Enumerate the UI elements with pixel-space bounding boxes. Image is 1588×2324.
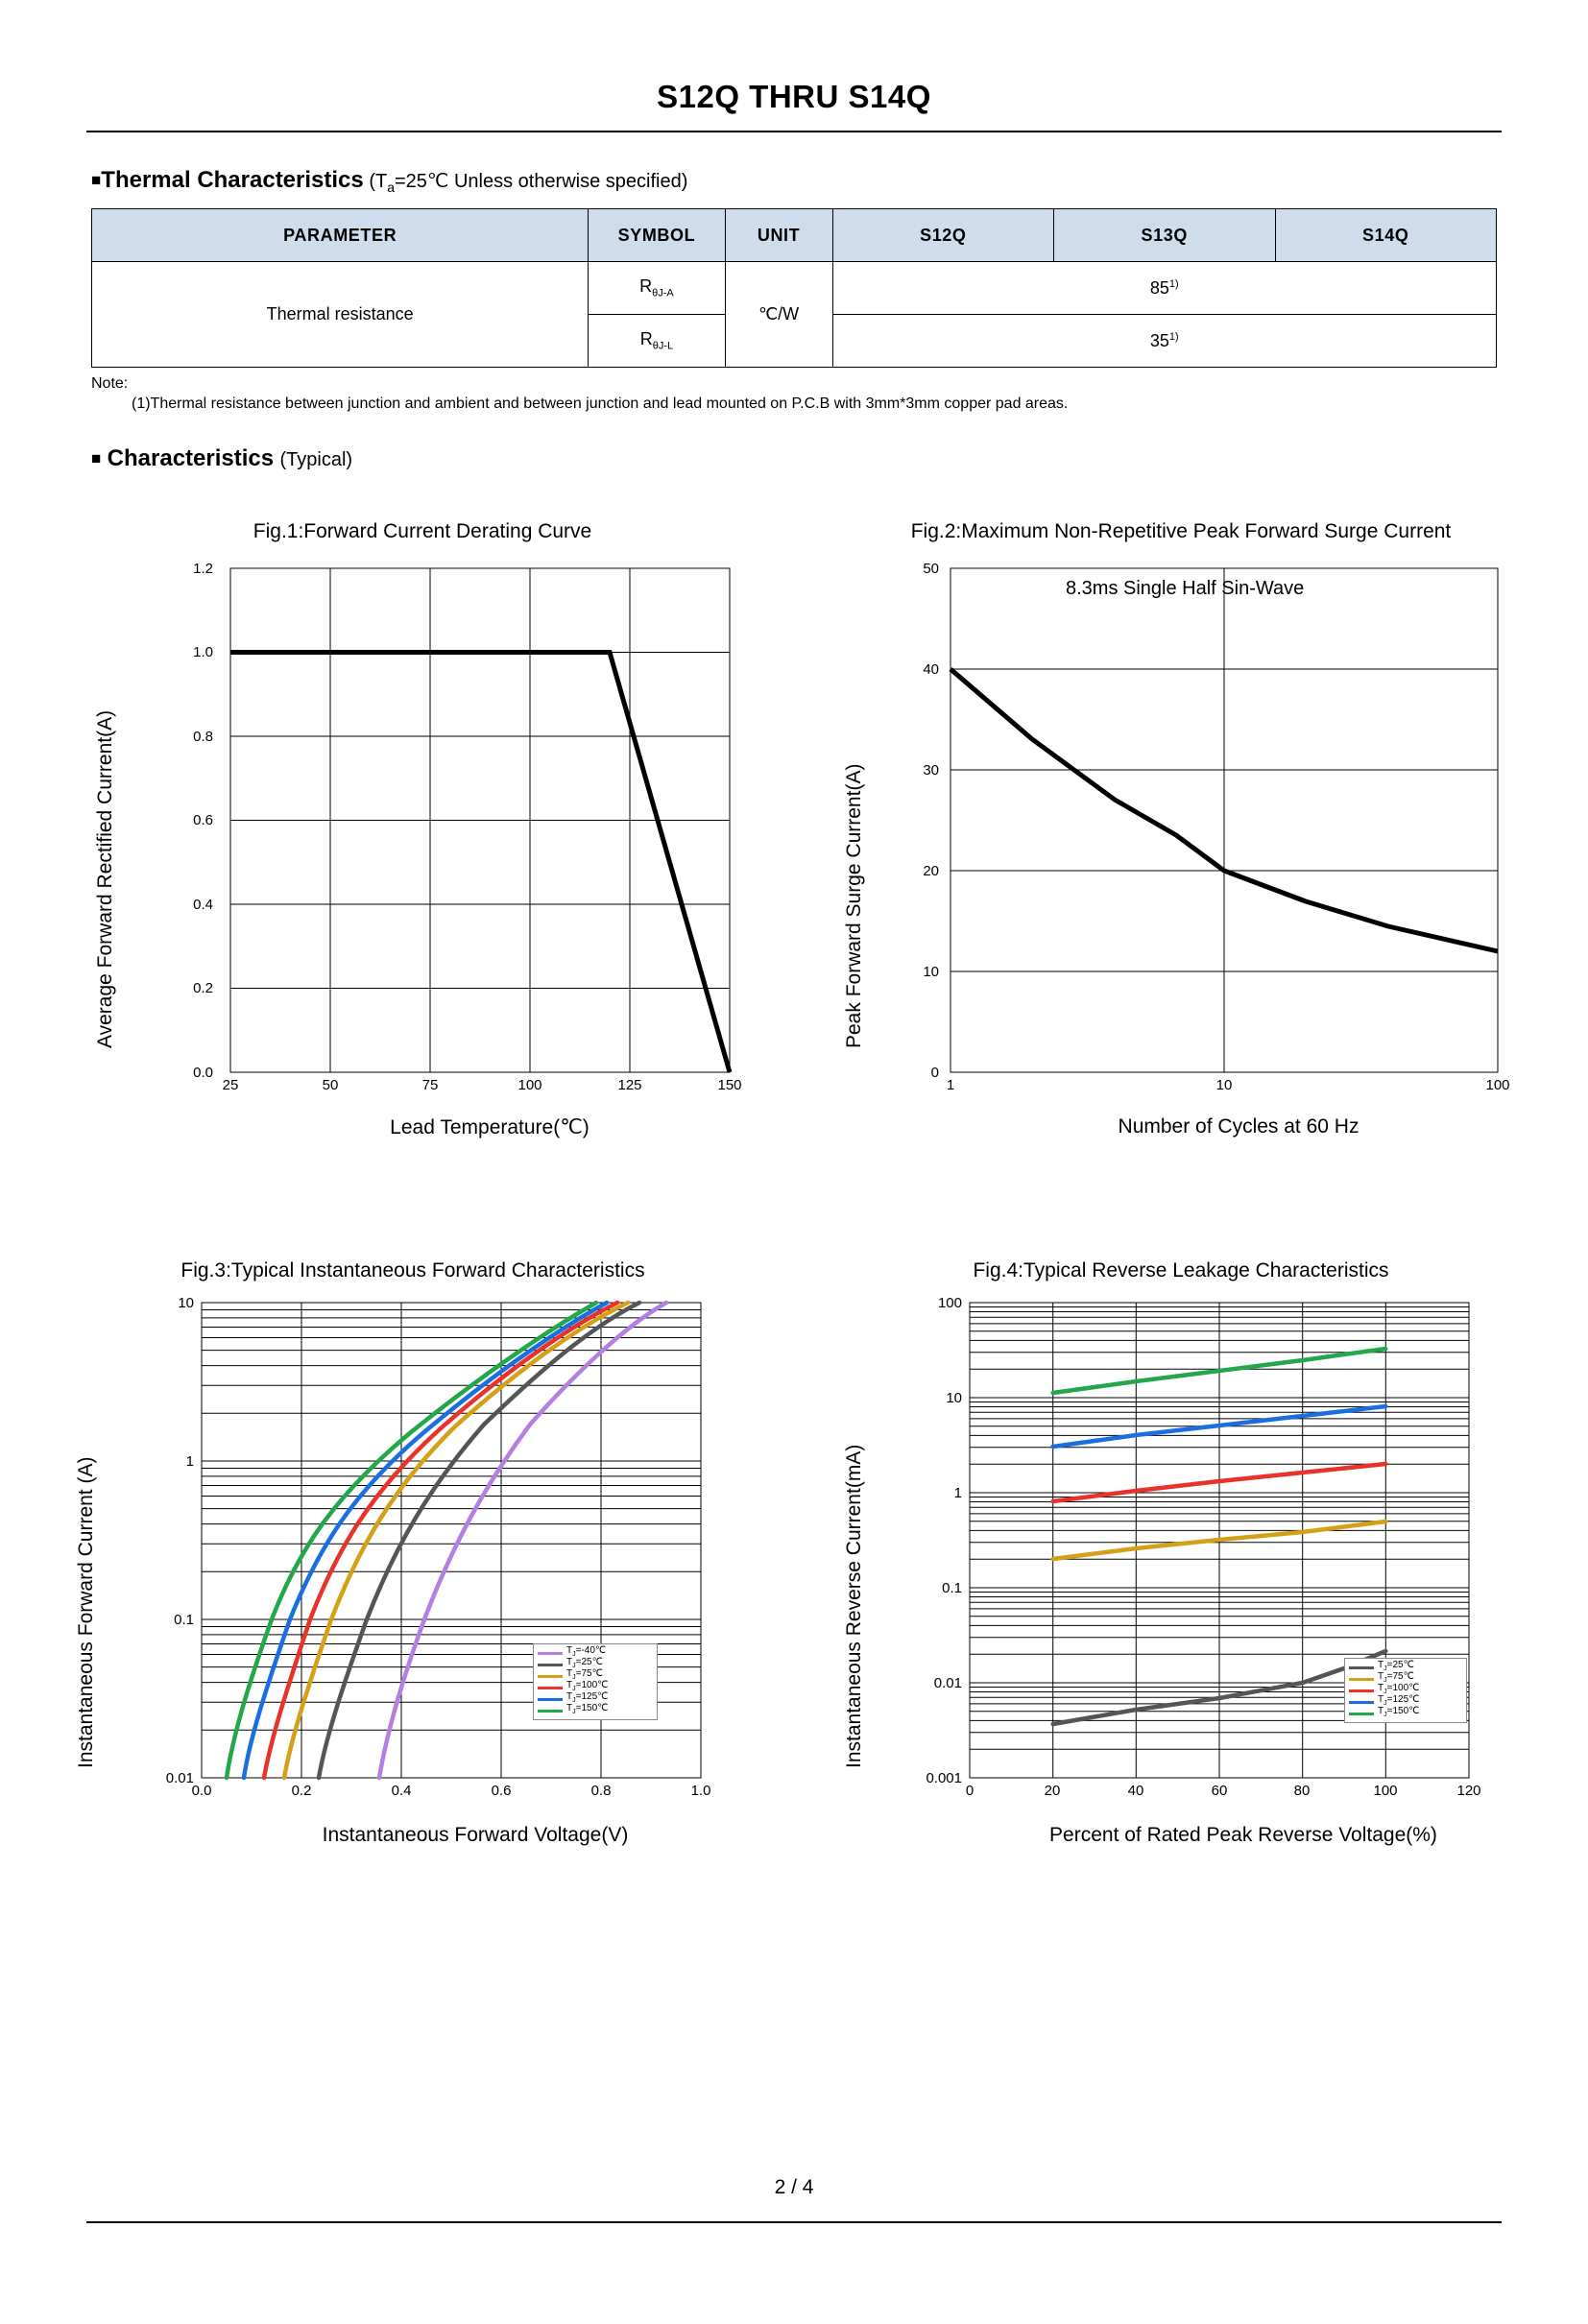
figure-3-ytick-1: 0.1 <box>174 1612 194 1628</box>
figure-4-ytick-3: 1 <box>953 1485 962 1501</box>
symbol-subscript: θJ-L <box>652 340 674 352</box>
legend-label: $T_J=150℃$ <box>1378 1706 1420 1718</box>
legend-label: $T_J=-40℃$ <box>566 1645 607 1658</box>
figure-2-ylabel: Peak Forward Surge Current(A) <box>843 763 865 1048</box>
figure-2-ytick-2: 20 <box>923 863 939 879</box>
datasheet-page <box>0 79 1588 2324</box>
figure-4-ylabel: Instantaneous Reverse Current(mA) <box>843 1444 865 1768</box>
figure-1-xtick-2: 75 <box>421 1077 439 1093</box>
legend-swatch-icon <box>1349 1666 1374 1669</box>
legend-swatch-icon <box>538 1710 563 1713</box>
value-rthja: 85 <box>1149 277 1169 298</box>
legend-label: $T_J=25℃$ <box>566 1657 603 1669</box>
figure-1-xtick-3: 100 <box>517 1077 542 1093</box>
symbol-subscript: θJ-A <box>652 287 674 299</box>
figure-1-xtick-4: 125 <box>617 1077 642 1093</box>
legend-item <box>1349 1708 1462 1719</box>
figure-3-ytick-3: 10 <box>178 1295 194 1311</box>
note-text: (1)Thermal resistance between junction and ambient and between junction and lead mounted on P.C.B with 3mm*3mm copper pad areas. <box>132 395 1069 412</box>
characteristics-heading <box>91 445 1588 472</box>
figure-2-ytick-5: 50 <box>923 561 939 577</box>
legend-swatch-icon <box>538 1687 563 1689</box>
figure-4-ytick-1: 0.01 <box>933 1675 962 1691</box>
legend-swatch-icon <box>1349 1701 1374 1704</box>
thermal-condition-sub: a <box>387 180 395 195</box>
figure-2-annotation: 8.3ms Single Half Sin-Wave <box>1066 578 1305 599</box>
symbol-r: R <box>639 276 653 297</box>
figure-4-xtick-2: 40 <box>1127 1783 1144 1799</box>
cell-symbol-rthjl <box>589 315 725 368</box>
figure-2-plot <box>826 549 1536 1093</box>
figure-2 <box>826 520 1536 1138</box>
thermal-condition-suffix: =25℃ Unless otherwise specified) <box>395 171 688 192</box>
header-symbol: SYMBOL <box>589 209 725 262</box>
legend-swatch-icon <box>538 1664 563 1666</box>
figure-3-xtick-4: 0.8 <box>590 1783 612 1799</box>
legend-label: $T_J=125℃$ <box>1378 1694 1420 1707</box>
figure-1-ytick-2: 0.4 <box>193 897 213 913</box>
figure-1-plot <box>77 549 768 1093</box>
figure-2-ytick-1: 10 <box>923 964 939 980</box>
figure-2-xlabel: Number of Cycles at 60 Hz <box>1118 1115 1359 1138</box>
figure-1 <box>77 520 768 1139</box>
figure-1-ytick-6: 1.2 <box>193 561 213 577</box>
legend-label: $T_J=75℃$ <box>566 1668 603 1681</box>
page-number: 2 / 4 <box>774 2176 814 2198</box>
figure-3-xlabel: Instantaneous Forward Voltage(V) <box>322 1824 629 1846</box>
figure-4-ytick-0: 0.001 <box>926 1770 962 1786</box>
note-block <box>91 375 1588 413</box>
legend-swatch-icon <box>538 1698 563 1701</box>
legend-label: $T_J=100℃$ <box>566 1680 609 1692</box>
figure-3 <box>58 1259 768 1847</box>
legend-swatch-icon <box>1349 1689 1374 1692</box>
figure-3-xtick-5: 1.0 <box>690 1783 711 1799</box>
figure-3-ytick-0: 0.01 <box>165 1770 194 1786</box>
figure-3-ylabel: Instantaneous Forward Current (A) <box>75 1456 97 1768</box>
figure-1-xtick-0: 25 <box>222 1077 239 1093</box>
figure-4-title: Fig.4:Typical Reverse Leakage Characteristics <box>973 1259 1389 1282</box>
figure-4-xtick-4: 80 <box>1293 1783 1311 1799</box>
figure-3-ytick-2: 1 <box>185 1453 194 1470</box>
figure-2-ytick-3: 30 <box>923 762 939 779</box>
header-s14q: S14Q <box>1275 209 1497 262</box>
figure-3-legend <box>533 1643 658 1720</box>
figure-1-xlabel: Lead Temperature(℃) <box>390 1116 589 1138</box>
figure-2-xtick-0: 1 <box>946 1077 955 1093</box>
cell-value-rthjl <box>832 315 1496 368</box>
figure-4-plot <box>826 1288 1536 1797</box>
figure-3-title: Fig.3:Typical Instantaneous Forward Characteristics <box>180 1259 645 1282</box>
figure-1-ytick-1: 0.2 <box>193 980 213 996</box>
figure-1-xtick-5: 150 <box>717 1077 742 1093</box>
header-unit: UNIT <box>725 209 832 262</box>
legend-swatch-icon <box>538 1652 563 1655</box>
figure-3-xtick-3: 0.6 <box>491 1783 512 1799</box>
figure-1-xtick-1: 50 <box>322 1077 339 1093</box>
legend-label: $T_J=150℃$ <box>566 1703 609 1715</box>
figure-4-xtick-0: 0 <box>965 1783 974 1799</box>
figure-4-xtick-6: 120 <box>1456 1783 1481 1799</box>
charts-container <box>0 501 1588 1846</box>
figure-1-ytick-4: 0.8 <box>193 729 213 745</box>
figure-1-ytick-3: 0.6 <box>193 812 213 828</box>
figure-4-xtick-3: 60 <box>1211 1783 1228 1799</box>
figure-4-xlabel: Percent of Rated Peak Reverse Voltage(%) <box>1049 1824 1437 1846</box>
figure-3-xtick-2: 0.4 <box>391 1783 412 1799</box>
figure-4-xtick-5: 100 <box>1373 1783 1398 1799</box>
figure-4-xtick-1: 20 <box>1044 1783 1061 1799</box>
figure-3-svg <box>58 1288 768 1797</box>
figure-2-ytick-0: 0 <box>930 1065 939 1081</box>
thermal-characteristics-table <box>91 208 1497 368</box>
symbol-r: R <box>639 329 653 349</box>
characteristics-heading-text: Characteristics <box>107 445 275 471</box>
figure-3-plot <box>58 1288 768 1797</box>
legend-label: $T_J=125℃$ <box>566 1691 609 1704</box>
value-rthjl: 35 <box>1149 330 1169 350</box>
thermal-heading-text: Thermal Characteristics <box>101 167 364 193</box>
figure-1-ytick-5: 1.0 <box>193 644 213 660</box>
header-divider <box>86 131 1502 132</box>
thermal-characteristics-heading <box>91 167 1588 195</box>
cell-unit: ℃/W <box>725 262 832 368</box>
figure-4-ytick-5: 100 <box>937 1295 962 1311</box>
figure-2-xtick-1: 10 <box>1215 1077 1233 1093</box>
header-s13q: S13Q <box>1054 209 1275 262</box>
legend-swatch-icon <box>1349 1678 1374 1681</box>
figure-1-title: Fig.1:Forward Current Derating Curve <box>253 520 592 542</box>
footer-divider <box>86 2221 1502 2223</box>
table-header-row <box>92 209 1497 262</box>
figure-4-legend <box>1344 1658 1467 1723</box>
header-s12q: S12Q <box>832 209 1053 262</box>
legend-swatch-icon <box>538 1675 563 1678</box>
figure-2-title: Fig.2:Maximum Non-Repetitive Peak Forward Surge Current <box>910 520 1452 542</box>
note-label: Note: <box>91 375 129 392</box>
figure-2-svg <box>826 549 1536 1087</box>
value-note-marker: 1) <box>1168 330 1179 343</box>
header-parameter: PARAMETER <box>92 209 589 262</box>
figure-1-ylabel: Average Forward Rectified Current(A) <box>94 709 116 1048</box>
characteristics-subtitle: (Typical) <box>279 449 353 470</box>
figure-4-ytick-2: 0.1 <box>942 1580 962 1596</box>
thermal-condition-prefix: (T <box>369 171 388 192</box>
table-row <box>92 262 1497 315</box>
legend-label: $T_J=75℃$ <box>1378 1671 1414 1684</box>
figure-4-ytick-4: 10 <box>946 1390 962 1406</box>
legend-item <box>538 1705 653 1716</box>
legend-label: $T_J=25℃$ <box>1378 1660 1414 1672</box>
page-title: S12Q THRU S14Q <box>657 79 931 114</box>
figure-2-ytick-4: 40 <box>923 661 939 678</box>
figure-1-ytick-0: 0.0 <box>193 1065 213 1081</box>
figure-4 <box>826 1259 1536 1847</box>
figure-3-xtick-1: 0.2 <box>291 1783 312 1799</box>
legend-label: $T_J=100℃$ <box>1378 1683 1420 1695</box>
section-bullet-icon: ■ <box>91 171 102 189</box>
cell-value-rthja <box>832 262 1496 315</box>
cell-symbol-rthja <box>589 262 725 315</box>
value-note-marker: 1) <box>1168 277 1179 290</box>
cell-parameter-thermal-resistance: Thermal resistance <box>92 262 589 368</box>
legend-swatch-icon <box>1349 1713 1374 1715</box>
figure-2-xtick-2: 100 <box>1485 1077 1510 1093</box>
section-bullet-icon: ■ <box>91 449 102 467</box>
figure-3-xtick-0: 0.0 <box>191 1783 212 1799</box>
